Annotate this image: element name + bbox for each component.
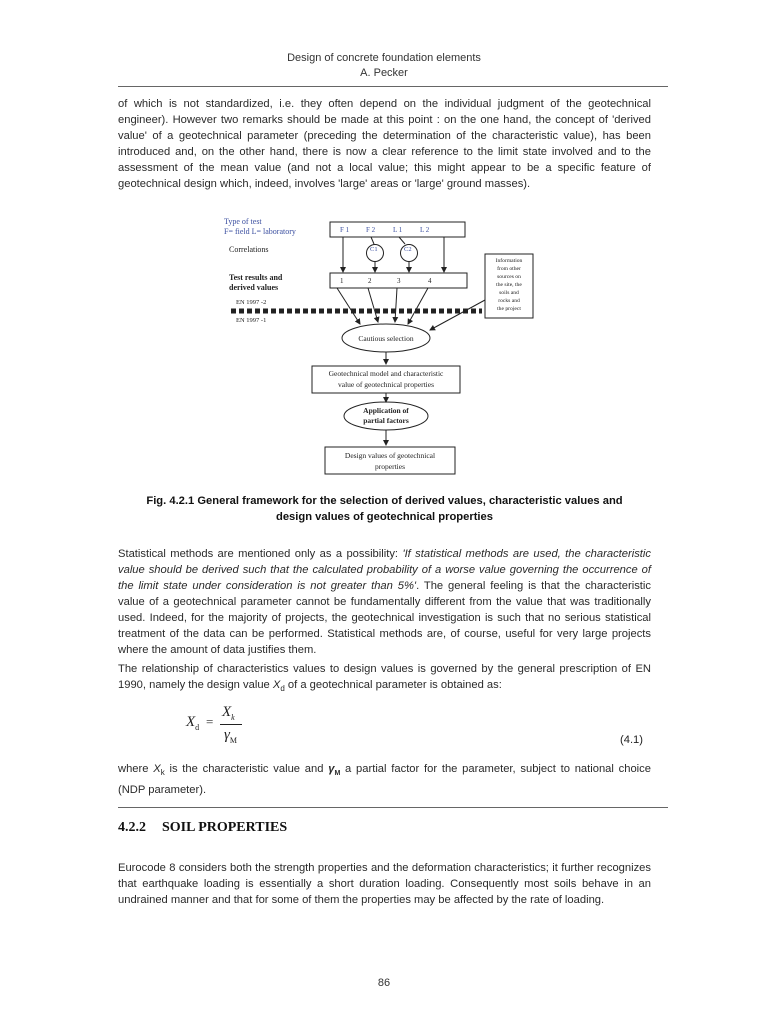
result-3: 3 [397,277,401,285]
intro-paragraph: of which is not standardized, i.e. they often depend on the individual judgment of the geotechnical engineer). However two remarks should be made at this point : on the one hand, the concept of 'derived value' of a geotechnical parameter (preceding the determination of the characteristic value), has been introduced and, on the other hand, there is now a clear reference to the limit state involved and to the assessment of the mean value (and not a local value; this might appear to be a specific feature of geotechnical design which, indeed, involves 'large' areas or 'large' ground masses). [118,98,651,190]
equation-lhs: $X_d$ [186,714,200,732]
section-rule [118,807,668,808]
statistical-methods-paragraph [118,546,651,658]
para3-rest: of a geotechnical parameter is obtained as: [284,679,502,691]
result-2: 2 [368,277,372,285]
running-header-title: Design of concrete foundation elements [287,52,481,64]
info-line-7: the project [497,306,521,312]
para4-t3: a partial factor for the parameter, subject to national choice (NDP parameter). [118,763,651,797]
geotechnical-model-line2: value of geotechnical properties [338,380,434,389]
cautious-selection-label: Cautious selection [358,334,414,343]
para2-quote: 'If statistical methods are used, the characteristic value should be derived such that the calculated probability of a worse value governing the occurrence of the limit state under consideration is not greater than 5%' [118,548,651,592]
para3-text: The relationship of characteristics values to design values is governed by the general prescription of EN 1990, namely the design value [118,663,651,691]
para4-t1: where [118,763,154,775]
en-1997-2-label: EN 1997 -2 [236,299,267,306]
page-number: 86 [377,977,391,989]
test-f1: F 1 [340,226,350,234]
info-line-6: rocks and [498,298,520,304]
equation-number: (4.1) [620,734,644,746]
para4-xk-sub: k [160,768,165,778]
para4-xk: X [153,763,161,775]
design-values-line2: properties [375,462,405,471]
type-of-test-label: Type of test [224,217,262,226]
para4-gm-sub: M [334,770,341,778]
figure-caption-line1: Fig. 4.2.1 General framework for the selection of derived values, characteristic values and [146,495,623,507]
where-paragraph [118,761,651,798]
correlations-label: Correlations [229,245,269,254]
partial-factors-line2: partial factors [363,416,409,425]
result-1: 1 [340,277,344,285]
test-l2: L 2 [420,226,430,234]
equation-denominator: $\gamma_M$ [224,727,238,745]
para2-rest: . The general feeling is that the characteristic value of a geotechnical parameter cannot be fundamentally different from the value that was traditionally used. Indeed, for the majority of projects, the geotechnical investigation is such that no serious statistical treatment of the data can be performed. Statistical methods are, of course, useful for very large projects where the amount of data justifies them. [118,580,651,656]
running-header-author: A. Pecker [360,67,408,79]
para4-t2: is the characteristic value and [164,763,329,775]
para3-symbol: X [272,679,281,691]
test-l1: L 1 [393,226,403,234]
en-1997-1-label: EN 1997 -1 [236,317,267,324]
figure-caption-line2: design values of geotechnical properties [276,511,493,523]
test-f2: F 2 [366,226,376,234]
info-line-5: soils and [499,290,519,296]
para3-sub: d [280,684,285,694]
info-line-4: the site, the [496,282,522,288]
section-title: SOIL PROPERTIES [162,820,288,835]
correlation-c2-label: C2 [404,246,412,253]
section-heading [118,820,287,836]
test-results-label: Test results and [229,273,283,282]
soil-properties-paragraph: Eurocode 8 considers both the strength properties and the deformation characteristics; it further recognizes that earthquake loading is essentially a short duration loading. Consequently most soils behave in an undrained manner and that for some of them the properties may be affected by the rate of loading. [118,862,651,906]
fraction-bar [220,724,242,725]
para2-start: Statistical methods are mentioned only as a possibility: [118,548,403,560]
para4-gm: γ [328,763,335,775]
header-rule [118,86,668,87]
derived-values-label: derived values [229,283,279,292]
equation-equals: = [206,714,214,729]
type-of-test-legend: F= field L= laboratory [224,227,296,236]
equation-numerator: $X_k$ [222,704,235,722]
relationship-paragraph [118,661,651,697]
section-number: 4.2.2 [118,820,146,835]
geotechnical-model-line1: Geotechnical model and characteristic [328,369,444,378]
info-line-2: from other [497,266,521,272]
info-line-3: sources on [497,274,521,280]
result-4: 4 [428,277,432,285]
design-values-line1: Design values of geotechnical [344,451,436,460]
correlation-c1-label: C1 [370,246,378,253]
framework-diagram [215,210,545,480]
partial-factors-line1: Application of [363,406,409,415]
info-line-1: Information [495,258,523,264]
